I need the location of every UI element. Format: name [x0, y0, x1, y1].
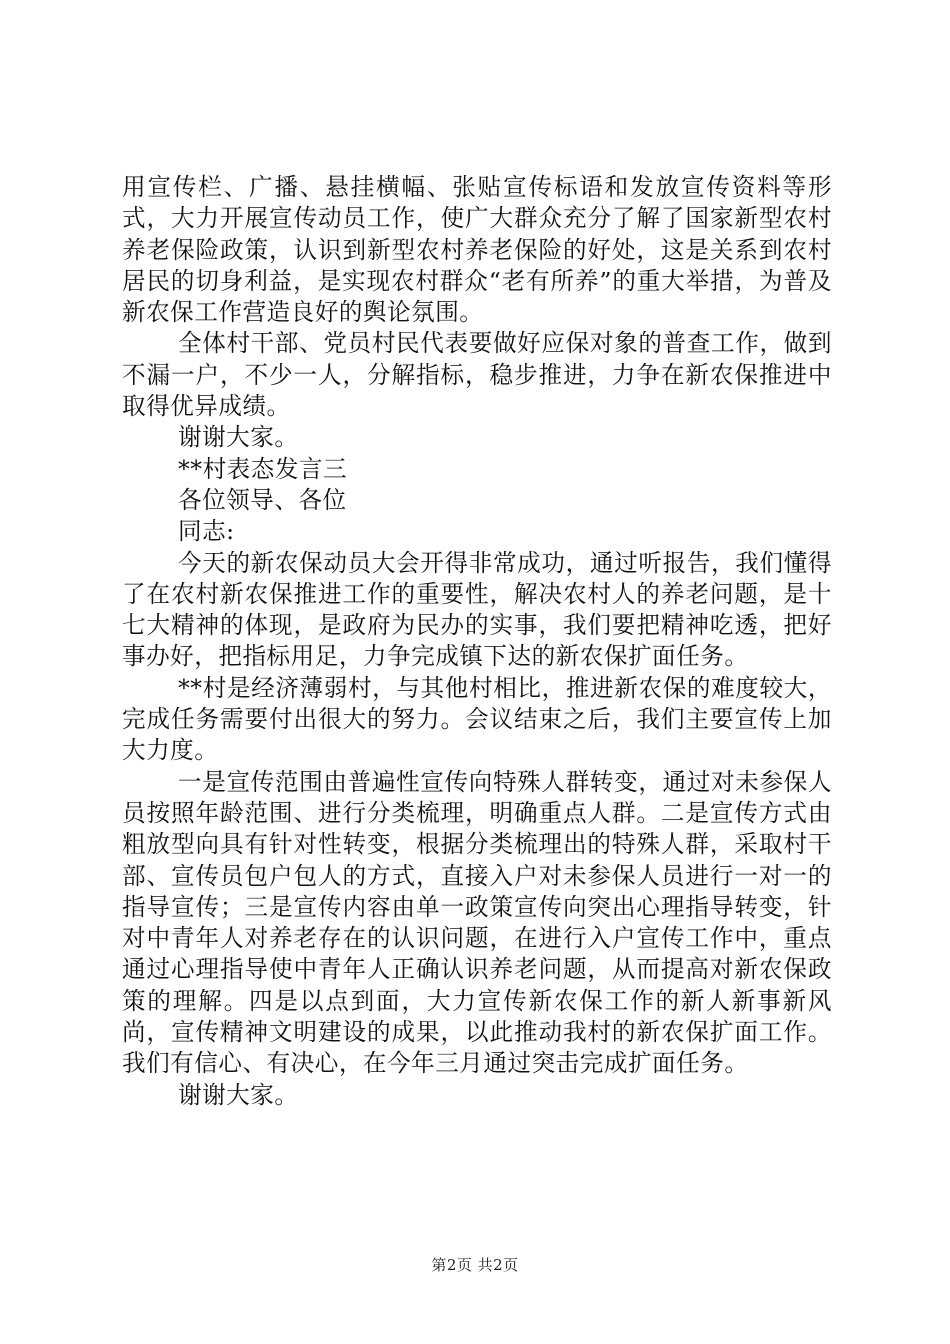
- paragraph-thanks-2: 谢谢大家。: [178, 1080, 299, 1109]
- section-heading: **村表态发言三: [178, 454, 348, 483]
- salutation-line-1: 各位领导、各位: [178, 485, 347, 514]
- paragraph-survey-work: 全体村干部、党员村民代表要做好应保对象的普查工作，做到不漏一户，不少一人，分解指标，稳步推进，力争在新农保推进中取得优异成绩。: [122, 329, 832, 421]
- paragraph-thanks-1: 谢谢大家。: [178, 423, 299, 452]
- page-number: 第2页 共2页: [431, 1256, 519, 1274]
- paragraph-continuation: 用宣传栏、广播、悬挂横幅、张贴宣传标语和发放宣传资料等形式，大力开展宣传动员工作，使广大群众充分了解了国家新型农村养老保险政策，认识到新型农村养老保险的好处，这是关系到农村居民的切身利益，是实现农村群众“老有所养”的重大举措，为普及新农保工作营造良好的舆论氛围。: [122, 173, 832, 327]
- paragraph-measures: 一是宣传范围由普遍性宣传向特殊人群转变，通过对未参保人员按照年龄范围、进行分类梳理，明确重点人群。二是宣传方式由粗放型向具有针对性转变，根据分类梳理出的特殊人群，采取村干部、宣传员包户包人的方式，直接入户对未参保人员进行一对一的指导宣传；三是宣传内容由单一政策宣传向突出心理指导转变，针对中青年人对养老存在的认识问题，在进行入户宣传工作中，重点通过心理指导使中青年人正确认识养老问题，从而提高对新农保政策的理解。四是以点到面，大力宣传新农保工作的新人新事新风尚，宣传精神文明建设的成果，以此推动我村的新农保扩面工作。我们有信心、有决心，在今年三月通过突击完成扩面任务。: [122, 767, 832, 1078]
- paragraph-village-situation: **村是经济薄弱村，与其他村相比，推进新农保的难度较大，完成任务需要付出很大的努力。会议结束之后，我们主要宣传上加大力度。: [122, 673, 832, 765]
- salutation-line-2: 同志:: [178, 517, 235, 546]
- paragraph-meeting-success: 今天的新农保动员大会开得非常成功，通过听报告，我们懂得了在农村新农保推进工作的重要性，解决农村人的养老问题，是十七大精神的体现，是政府为民办的实事，我们要把精神吃透，把好事办好，把指标用足，力争完成镇下达的新农保扩面任务。: [122, 548, 832, 671]
- page-footer: [0, 1254, 950, 1275]
- document-body: [122, 172, 832, 1111]
